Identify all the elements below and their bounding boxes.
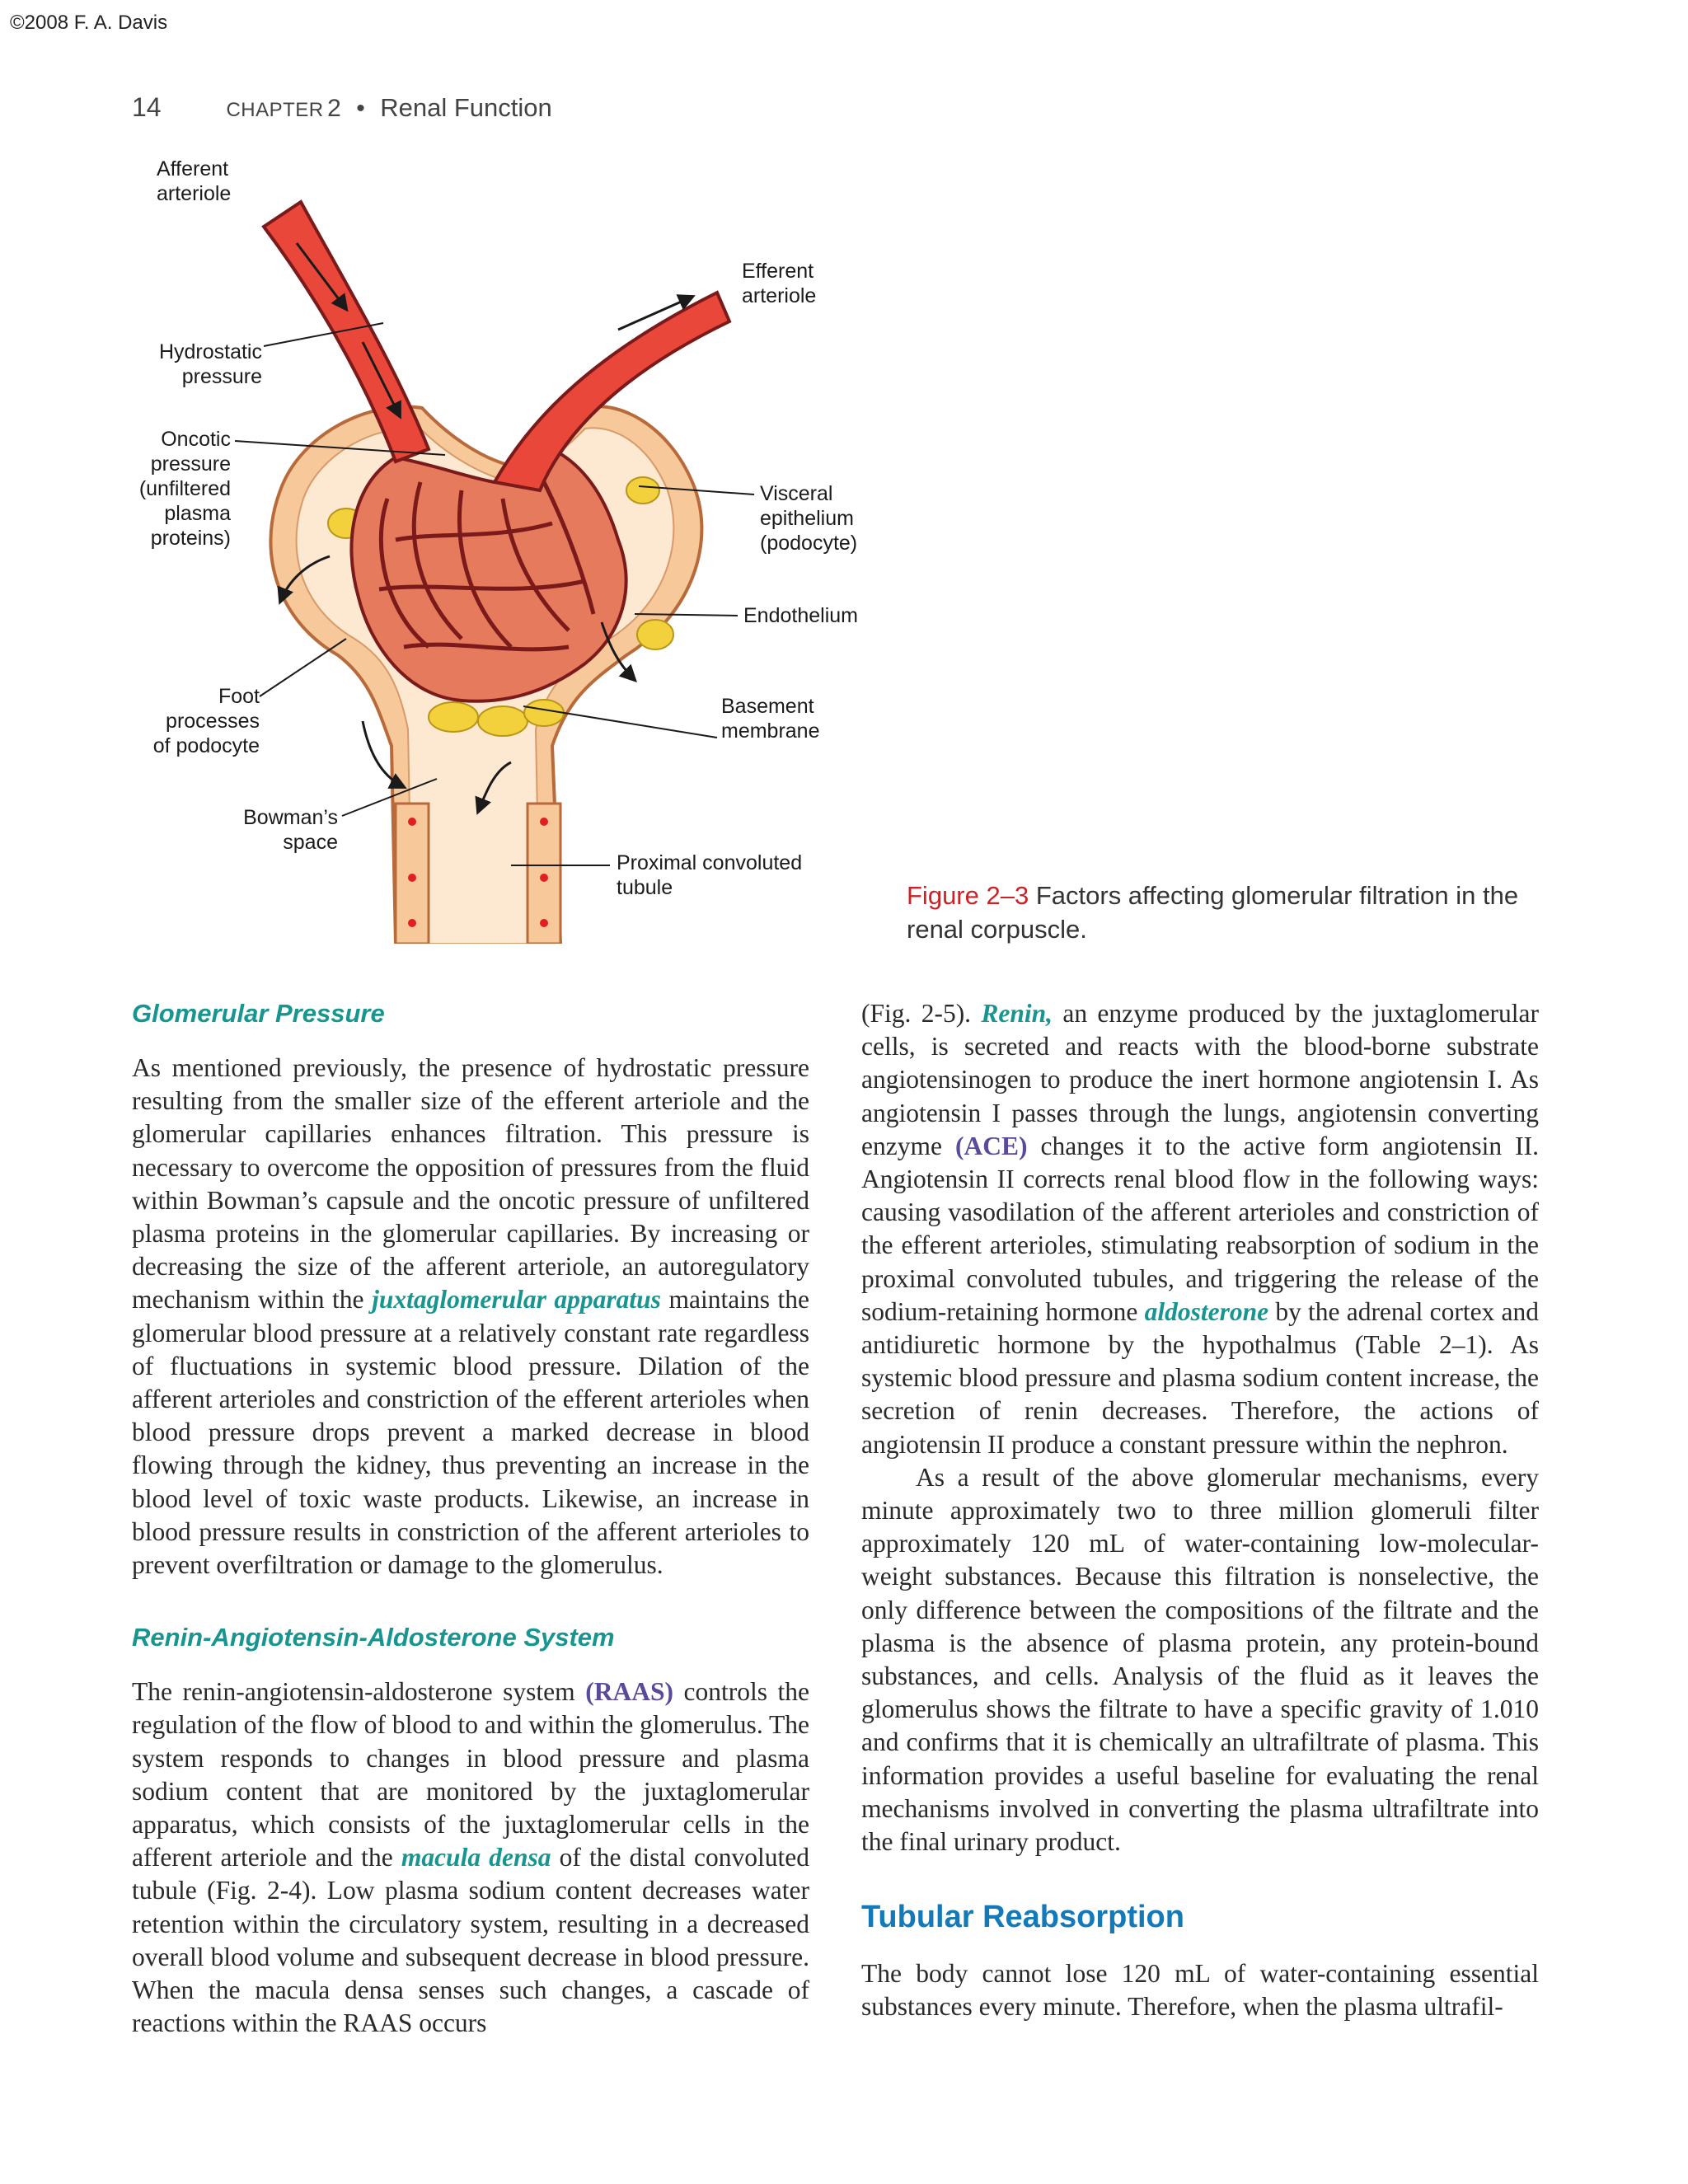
figure-caption-label: Figure 2–3 (907, 881, 1029, 910)
left-column (132, 997, 809, 2040)
paragraph-glomerular-pressure (132, 1052, 809, 1582)
term-juxtaglomerular-apparatus: juxtaglomerular apparatus (372, 1285, 661, 1315)
heading-glomerular-pressure: Glomerular Pressure (132, 999, 385, 1028)
label-foot-1: Foot (218, 685, 260, 708)
label-hydrostatic-2: pressure (181, 365, 262, 388)
text-run: maintains the glomerular blood pressure at a relatively constant rate regardless of fluctuations in systemic blood pressure. Dilation of the afferent arterioles and constriction of the efferent arterioles when blood pressure drops prevent a marked decrease in blood flowing through the kidney, thus preventing an increase in the blood level of toxic waste products. Likewise, an increase in blood pressure results in constriction of the afferent arterioles to prevent overfiltration or damage to the glomerulus. (132, 1285, 809, 1580)
renal-corpuscle-figure (124, 152, 898, 944)
glomerulus-tuft (351, 449, 626, 701)
text-run: by the adrenal cortex and antidiuretic hormone by the hypothalmus (Table 2–1). As systemic blood pressure and plasma sodium content increase, the secretion of renin decreases. Therefore, the actions of angiotensin II produce a constant pressure within the nephron. (861, 1296, 1539, 1459)
paragraph-tubular-reabsorption: The body cannot lose 120 mL of water-containing essential substances every minute. Therefore, when the plasma ultrafil- (861, 1959, 1539, 2022)
label-proximal-2: tubule (617, 876, 673, 899)
text-run: changes it to the active form angiotensin II. Angiotensin II corrects renal blood flow in the following ways: causing vasodilation of the afferent arterioles and constriction of the efferent arterioles, stimulating reabsorption of sodium in the proximal convoluted tubules, and triggering the release of the sodium-retaining hormone (861, 1131, 1540, 1326)
label-visceral-1: Visceral (760, 482, 833, 505)
label-oncotic-5: proteins) (150, 527, 231, 550)
term-aldosterone: aldosterone (1144, 1296, 1269, 1326)
paragraph-renin (861, 997, 1539, 1461)
copyright-notice: ©2008 F. A. Davis (10, 12, 168, 34)
heading-tubular-reabsorption: Tubular Reabsorption (861, 1900, 1184, 1935)
label-oncotic-3: (unfiltered (138, 477, 231, 500)
chapter-title: Renal Function (380, 93, 552, 122)
label-proximal-1: Proximal convoluted (617, 851, 803, 874)
label-oncotic-4: plasma (164, 502, 231, 525)
text-run: an enzyme produced by the juxtaglomerular cells, is secreted and reacts with the blood-borne substrate angiotensinogen to produce the inert hormone angiotensin I. As angiotensin I passes through the lungs, angiotensin converting enzyme (861, 999, 1540, 1160)
label-endothelium: Endothelium (743, 604, 858, 627)
label-efferent-1: Efferent (742, 260, 814, 283)
text-run: As mentioned previously, the presence of hydrostatic pressure resulting from the smaller size of the efferent arteriole and the glomerular capillaries enhances filtration. This pressure is necessary to overcome the opposition of pressures from the fluid within Bowman’s capsule and the oncotic pressure of unfiltered plasma proteins in the glomerular capillaries. By increasing or decreasing the size of the afferent arteriole, an autoregulatory mechanism within the (132, 1053, 809, 1315)
label-oncotic-1: Oncotic (161, 428, 231, 451)
abbr-raas: (RAAS) (585, 1677, 673, 1707)
right-column (861, 997, 1539, 2024)
text-run: of the distal convoluted tubule (Fig. 2-4). Low plasma sodium content decreases water retention within the circulatory system, resulting in a decreased overall blood volume and subsequent decrease in blood pressure. When the macula densa senses such changes, a cascade of reactions within the RAAS occurs (132, 1843, 809, 2038)
paragraph-filtration: As a result of the above glomerular mechanisms, every minute approximately two to three million glomeruli filter approximately 120 mL of water-containing low-molecular-weight substances. Because this filtration is nonselective, the only difference between the compositions of the filtrate and the plasma is the absence of plasma protein, any protein-bound substances, and cells. Analysis of the fluid as it leaves the glomerulus shows the filtrate to have a specific gravity of 1.010 and confirms that it is chemically an ultrafiltrate of plasma. This information provides a useful baseline for evaluating the renal mechanisms involved in converting the plasma ultrafiltrate into the final urinary product. (861, 1462, 1539, 1857)
term-macula-densa: macula densa (401, 1843, 551, 1872)
figure-caption-text: Factors affecting glomerular filtration in the renal corpuscle. (907, 881, 1519, 944)
running-header (132, 92, 552, 123)
header-separator: • (356, 95, 365, 122)
abbr-ace: (ACE) (954, 1131, 1028, 1160)
label-bowman-1: Bowman’s (243, 806, 338, 829)
text-run: The renin-angiotensin-aldosterone system (132, 1677, 586, 1707)
chapter-label: CHAPTER (226, 99, 324, 121)
label-visceral-3: (podocyte) (760, 532, 858, 555)
label-foot-3: of podocyte (152, 734, 260, 757)
label-hydrostatic-1: Hydrostatic (158, 340, 262, 363)
page-number: 14 (132, 92, 162, 122)
label-efferent-2: arteriole (742, 284, 817, 307)
label-foot-2: processes (166, 710, 260, 733)
chapter-number: 2 (327, 95, 341, 122)
label-oncotic-2: pressure (150, 452, 231, 476)
label-afferent-1: Afferent (157, 157, 229, 180)
label-bowman-2: space (283, 831, 338, 854)
text-run: controls the regulation of the flow of blood to and within the glomerulus. The system responds to changes in blood pressure and plasma sodium content that are monitored by the juxtaglomerular apparatus, which consists of the juxtaglomerular cells in the afferent arteriole and the (132, 1677, 809, 1872)
text-run: (Fig. 2-5). (861, 999, 982, 1028)
figure-caption (907, 879, 1533, 946)
term-renin: Renin, (981, 999, 1053, 1028)
label-afferent-2: arteriole (157, 182, 232, 205)
label-basement-1: Basement (721, 695, 814, 718)
renal-corpuscle-illustration (124, 152, 898, 944)
paragraph-raas (132, 1675, 809, 2040)
label-visceral-2: epithelium (760, 507, 854, 530)
label-basement-2: membrane (721, 719, 820, 743)
heading-raas: Renin-Angiotensin-Aldosterone System (132, 1623, 615, 1652)
